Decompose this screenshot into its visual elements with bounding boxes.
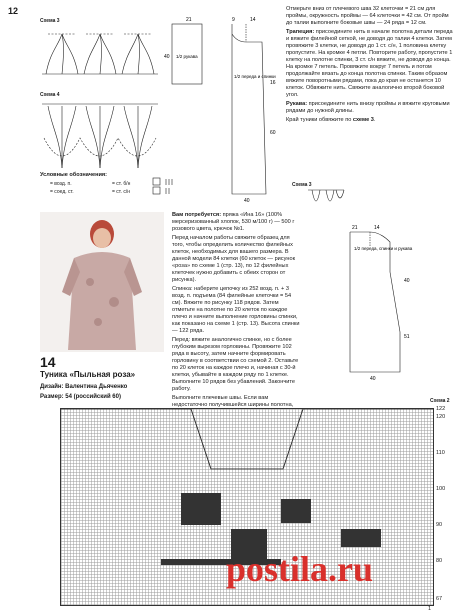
- dim-label: 40: [404, 278, 410, 284]
- row-label: 122: [436, 406, 446, 412]
- legend-title: Условные обозначения:: [40, 172, 108, 178]
- scheme3-lace-diagram: [40, 24, 160, 80]
- paragraph: Перед началом работы свяжите образец для того, чтобы определить количество филейных клеток, необходимых для вашего размера. В данной модели 84 клетки (60 клеток — рисунок «роза» по схеме 1 (стр. 13), по 12 филейных клеточек нужно добавить с обеих сторон от рисунка).: [172, 235, 296, 283]
- paragraph: Рукава: присоедините нить внизу проймы и вяжите круговыми рядами до нужной длины.: [286, 101, 450, 114]
- watermark-logo: postila.ru: [226, 549, 374, 589]
- schematic-mid: [340, 222, 456, 382]
- legend-item: = ст. с/н: [112, 189, 130, 195]
- legend-item: = соед. ст.: [50, 189, 74, 195]
- right-column: [286, 6, 454, 126]
- paragraph: Край туники обвяжите по схеме 3.: [286, 117, 376, 123]
- scheme3-label: Схема 3: [40, 18, 60, 24]
- dim-label: 14: [250, 17, 256, 23]
- dim-label: 21: [186, 17, 192, 23]
- piece-label: 1/2 рукава: [176, 54, 198, 59]
- scheme4-label: Схема 4: [40, 92, 60, 98]
- dim-label: 40: [164, 54, 170, 60]
- paragraph: Спинка: наберите цепочку из 252 возд. п. + 3 возд. п. подъема (84 филейные клеточки = 54 см). Вяжите по рисунку 118 рядов. Затем отметьте на полотне по 20 клеток по каждое плечо и начните выполнение горловины спинки, как показано на схеме 1 (стр. 13). Высота спинки — 122 ряда.: [172, 286, 300, 334]
- piece-label: 1/2 переда и спинки: [234, 74, 276, 79]
- dim-label: 9: [232, 17, 235, 23]
- legend-item: = ст. б/н: [112, 181, 131, 187]
- model-photo: [40, 212, 164, 352]
- model-figure: [40, 212, 164, 352]
- row-label: 110: [436, 450, 445, 456]
- dim-label: 51: [404, 334, 410, 340]
- dim-label: 40: [370, 376, 376, 382]
- paragraph: Выполните плечевые швы. Если вам недостаточно получившейся ширины полотна,: [172, 395, 294, 408]
- scheme4-lace-diagram: [40, 98, 160, 178]
- legend-item: = возд. п.: [50, 181, 72, 187]
- col-label: 1: [428, 606, 432, 612]
- size-label: Размер: 54 (российский 60): [40, 394, 121, 400]
- dim-label: 60: [270, 130, 276, 136]
- paragraph: Отмерьте вниз от плечевого шва 32 клеточки = 21 см для проймы, окружность проймы — 64 клеточки = 42 см. От пройм до талии выполните боковые швы — 24 ряда = 12 см.: [286, 6, 449, 26]
- designer-label: Дизайн: Валентина Дьяченко: [40, 384, 128, 390]
- paragraph: Трапеция: присоедините нить в начале полотна детали переда и вяжите филейной сеткой, не доводя до талии 4 клетки. Затем провяжите 3 клетки, не доводя до 1 ст. с/н, 1 половина клетку пропустите. На кромке 4 петли. Повторите работу, пропустите 1 клетку на полотне спинки, 3 ст. с/н вяжите, не доводя до конца. На кромке 7 петель. Провяжите вокруг 7 петель и потом продолжайте вязать до конца полотна спинки. Таким образом вяжите поворотными рядами, пока до края не останется 10 клеток. Обвяжите нить. Свяжите аналогично второй боковой угол.: [286, 29, 453, 98]
- paragraph: Вам потребуется: пряжа «Ина 16» (100% мерсеризованный хлопок, 530 м/100 г) — 500 г розового цвета, крючок №1.: [172, 212, 295, 232]
- edge-lace-diagram: [306, 186, 346, 216]
- schematic-top: [162, 14, 294, 204]
- paragraph: Перед: вяжите аналогично спинке, но с более глубоким вырезом горловины. Провяжите 102 ряда в высоту, затем начните формировать горловину в соответствии со схемой 2. Оставьте по 20 клеток на каждое плечо и, начиная с 30-й клетки, убывайте в каждом ряду по 1 клетке. Выполните 10 рядов без убавлений. Закончите работу.: [172, 337, 299, 392]
- row-label: 67: [436, 596, 443, 602]
- model-number: 14: [40, 354, 56, 370]
- dim-label: 40: [244, 198, 250, 204]
- row-label: 120: [436, 414, 446, 420]
- dim-label: 16: [270, 80, 276, 86]
- scheme3-label-right: Схема 3: [292, 182, 312, 188]
- row-label: 100: [436, 486, 446, 492]
- dim-label: 21: [352, 225, 358, 231]
- row-label: 80: [436, 558, 443, 564]
- model-title: Туника «Пыльная роза»: [40, 370, 136, 379]
- page-number: 12: [8, 6, 19, 16]
- dim-label: 14: [374, 225, 380, 231]
- row-label: 90: [436, 522, 443, 528]
- instructions: [172, 212, 300, 439]
- scheme2-label: Схема 2: [430, 398, 450, 404]
- piece-label: 1/2 переда, спинки и рукава: [354, 246, 413, 251]
